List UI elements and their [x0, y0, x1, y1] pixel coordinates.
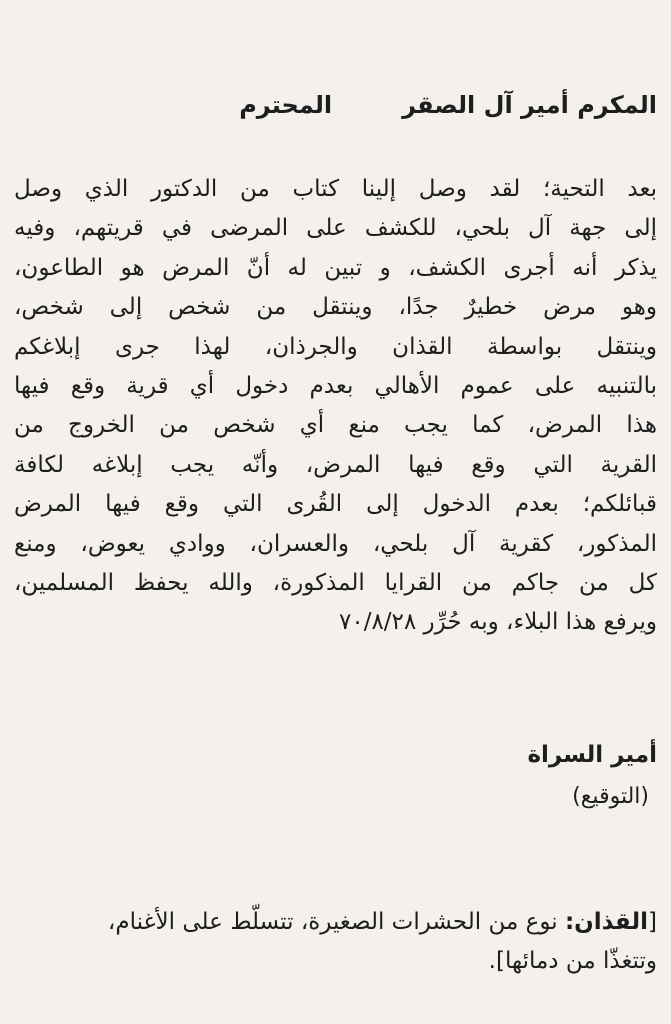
body-line: القرية التي وقع فيها المرض، وأنّه يجب إبلاغه لكافة: [14, 451, 657, 478]
body-line: يذكر أنه أجرى الكشف، و تبين له أنّ المرض هو الطاعون،: [14, 254, 657, 281]
body-line: بالتنبيه على عموم الأهالي بعدم دخول أي قرية وقع فيها: [14, 373, 657, 400]
body-line: هذا المرض، كما يجب منع أي شخص من الخروج من: [14, 412, 657, 439]
body-line: إلى جهة آل بلحي، للكشف على المرضى في قريتهم، وفيه: [14, 215, 657, 242]
footnote-line: وتتغذّا من دمائها].: [488, 948, 657, 974]
body-line: المذكور، كقرية آل بلحي، والعسران، ووادي يعوض، ومنع: [14, 530, 657, 557]
body-line-final: ويرفع هذا البلاء، وبه حُرِّر ٧٠/٨/٢٨: [338, 609, 657, 636]
body-line: وهو مرض خطيرٌ جدًا، وينتقل من شخص إلى شخص،: [14, 294, 657, 321]
letter-body: [14, 170, 657, 643]
footnote: [14, 903, 657, 981]
body-line: وينتقل بواسطة القذان والجرذان، لهذا جرى إبلاغكم: [14, 333, 657, 360]
letter-header: [14, 88, 657, 122]
footnote-term: القذان:: [564, 909, 649, 935]
honorific: المحترم: [239, 91, 333, 119]
body-line: قبائلكم؛ بعدم الدخول إلى القُرى التي وقع فيها المرض: [14, 491, 657, 518]
signer-title: أمير السراة: [527, 742, 657, 768]
signature-placeholder: (التوقيع): [572, 784, 649, 809]
body-line: كل من جاكم من القرايا المذكورة، والله يحفظ المسلمين،: [14, 570, 657, 597]
footnote-definition: نوع من الحشرات الصغيرة، تتسلّط على الأغنام،: [107, 909, 565, 935]
body-line: بعد التحية؛ لقد وصل إلينا كتاب من الدكتور الذي وصل: [14, 176, 657, 202]
footnote-bracket: [: [648, 909, 657, 935]
addressee: المكرم أمير آل الصقر: [402, 91, 657, 119]
footnote-line: [14, 903, 657, 942]
